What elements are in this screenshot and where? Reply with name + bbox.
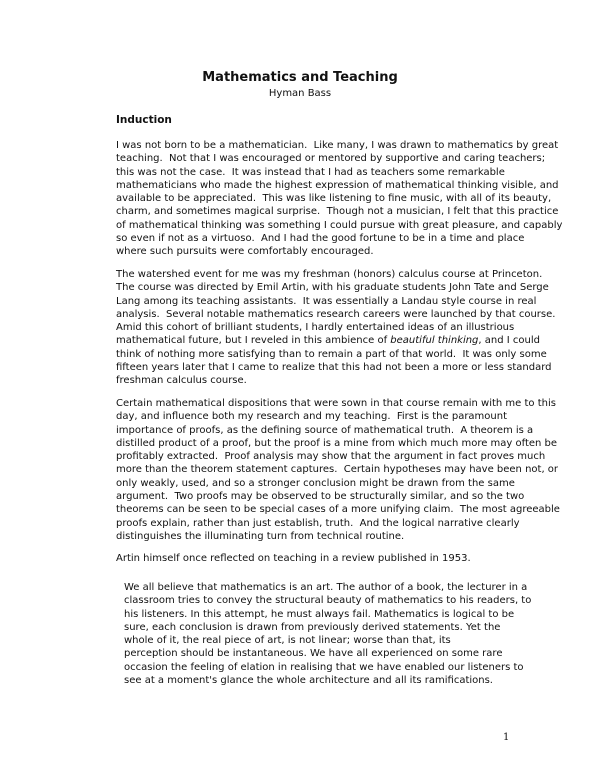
paragraph-line: fifteen years later that I came to realize that this had not been a more or less standard: [116, 362, 552, 374]
page-number: 1: [503, 732, 510, 743]
paragraph-line: Lang among its teaching assistants. It was essentially a Landau style course in real: [116, 295, 537, 307]
line-text: mathematical future, but I reveled in this ambience of: [116, 335, 391, 347]
paragraph-line: theorems can be seen to be special cases of a more unifying claim. The most agreeable: [116, 504, 560, 516]
document-title: Mathematics and Teaching: [202, 70, 398, 85]
paragraph-line: teaching. Not that I was encouraged or mentored by supportive and caring teachers;: [116, 153, 546, 165]
paragraph-line: Certain mathematical dispositions that were sown in that course remain with me to this: [116, 398, 556, 409]
paragraph-line: day, and influence both my research and my teaching. First is the paramount: [116, 411, 508, 423]
line-text: , and I could: [478, 335, 540, 347]
paragraph-line: analysis. Several notable mathematics research careers were launched by that course.: [116, 308, 556, 320]
quote-line: We all believe that mathematics is an art. The author of a book, the lecturer in a: [124, 582, 528, 593]
paragraph-line: available to be appreciated. This was like listening to fine music, with all of its beauty,: [116, 193, 552, 205]
paragraph-line: I was not born to be a mathematician. Like many, I was drawn to mathematics by great: [116, 140, 559, 151]
quote-line: classroom tries to convey the structural beauty of mathematics to his readers, to: [124, 595, 532, 607]
block-quote: [124, 581, 532, 687]
paragraph-4: [116, 552, 490, 565]
quote-line: sure, each conclusion is drawn from previously derived statements. Yet the: [124, 621, 501, 633]
paragraph-line: mathematicians who made the highest expression of mathematical thinking visible, and: [116, 179, 559, 191]
quote-line: perception should be instantaneous. We have all experienced on some rare: [124, 648, 503, 660]
paragraph-2: [116, 268, 556, 388]
emphasized-phrase: beautiful thinking: [390, 335, 479, 347]
paragraph-line: this was not the case. It was instead that I had as teachers some remarkable: [116, 166, 505, 178]
paragraph-line: distinguishes the illuminating turn from technical routine.: [116, 530, 405, 542]
quote-line: occasion the feeling of elation in realising that we have enabled our listeners to: [124, 661, 524, 673]
paragraph-line: The course was directed by Emil Artin, with his graduate students John Tate and Serge: [116, 282, 549, 294]
paragraph-line: only weakly, used, and so a stronger conclusion might be drawn from the same: [116, 477, 515, 489]
paragraph-line: proofs explain, rather than just establish, truth. And the logical narrative clearly: [116, 517, 520, 529]
section-heading: Induction: [116, 114, 172, 126]
paragraph-line: charm, and sometimes magical surprise. Though not a musician, I felt that this practice: [116, 206, 559, 218]
paragraph-line: freshman calculus course.: [116, 375, 247, 387]
paragraph-line: think of nothing more satisfying than to remain a part of that world. It was only some: [116, 348, 547, 360]
paragraph-line: The watershed event for me was my freshman (honors) calculus course at Princeton.: [116, 269, 543, 280]
paragraph-line: so even if not as a virtuoso. And I had the good fortune to be in a time and place: [116, 233, 525, 245]
paragraph-line: Artin himself once reflected on teaching in a review published in 1953.: [116, 553, 471, 564]
paragraph-3: [116, 397, 560, 543]
paragraph-line: of mathematical thinking was something I could pursue with great pleasure, and capably: [116, 219, 563, 231]
paragraph-line: distilled product of a proof, but the proof is a mine from which much more may often be: [116, 437, 558, 449]
paragraph-line: more than the theorem statement captures. Certain hypotheses may have been not, or: [116, 464, 559, 476]
quote-line: whole of it, the real piece of art, is not linear; worse than that, its: [124, 635, 451, 647]
paragraph-line: argument. Two proofs may be observed to be structurally similar, and so the two: [116, 491, 525, 503]
paragraph-line: profitably extracted. Proof analysis may show that the argument in fact proves much: [116, 451, 546, 463]
paragraph-line: where such pursuits were comfortably encouraged.: [116, 246, 374, 258]
paragraph-line-with-emphasis: [116, 334, 540, 347]
paragraph-line: Amid this cohort of brilliant students, I hardly entertained ideas of an illustrious: [116, 322, 515, 334]
paragraph-1: [116, 139, 563, 259]
quote-line: his listeners. In this attempt, he must always fail. Mathematics is logical to be: [124, 608, 515, 620]
paragraph-line: importance of proofs, as the defining source of mathematical truth. A theorem is a: [116, 424, 534, 436]
document-author: Hyman Bass: [268, 88, 332, 99]
quote-line: see at a moment's glance the whole architecture and all its ramifications.: [124, 675, 493, 687]
